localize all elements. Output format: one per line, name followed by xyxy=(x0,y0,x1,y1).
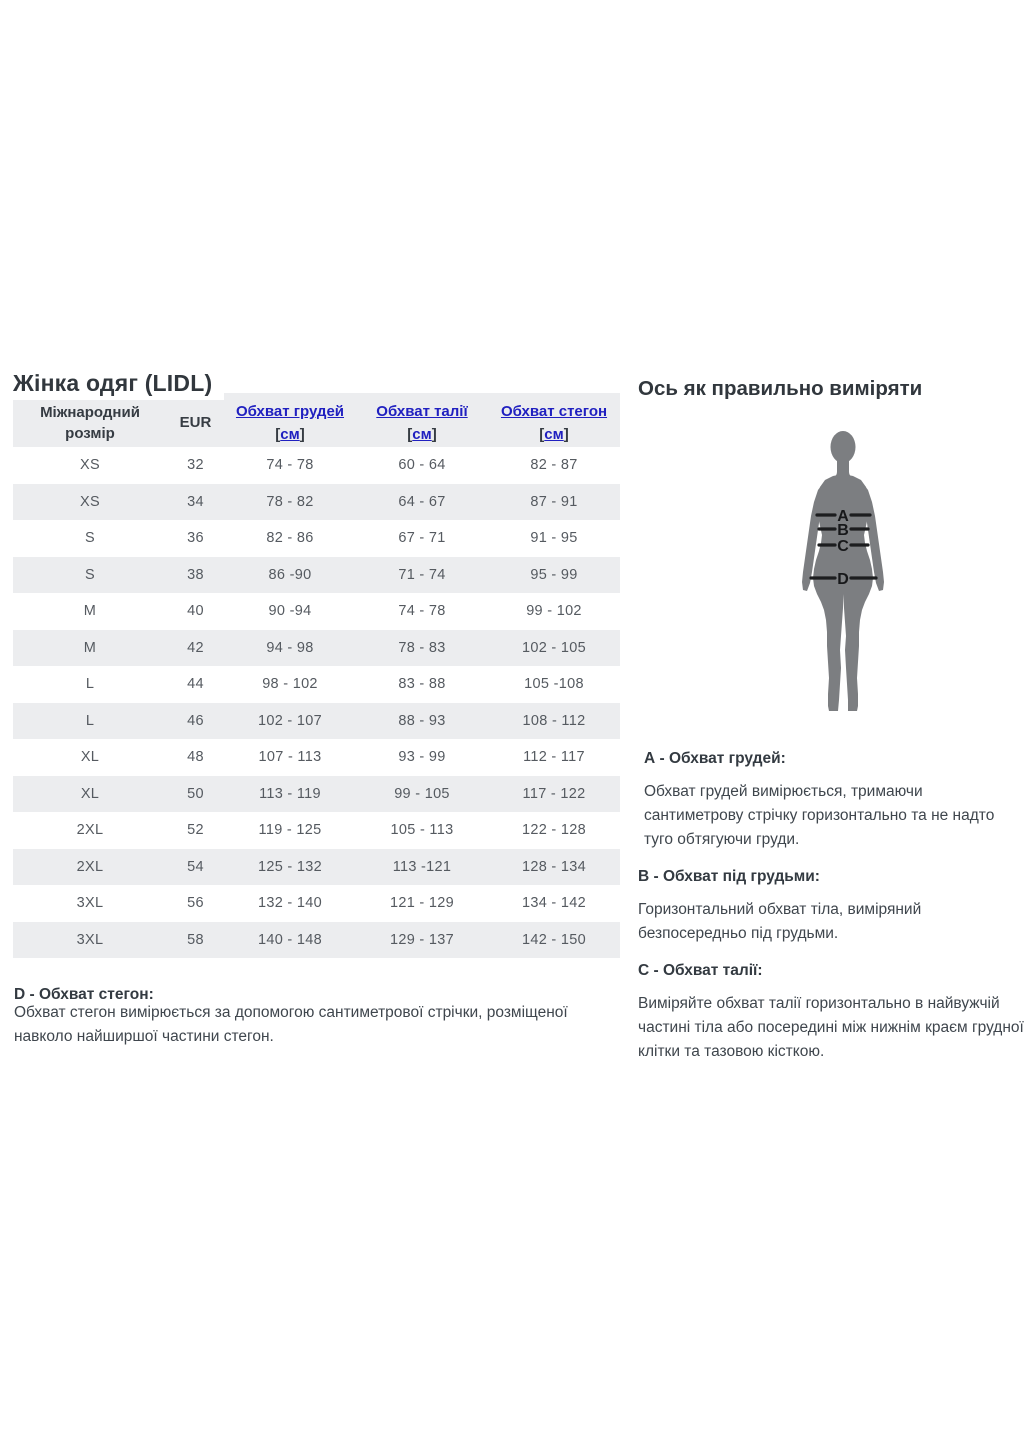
table-cell: 36 xyxy=(187,530,204,547)
section-body: Обхват грудей вимірюється, тримаючи сантиметрову стрічку горизонтально та не надто туго обтягуючи груди. xyxy=(644,783,995,848)
table-cell: 108 - 112 xyxy=(522,712,586,729)
table-cell: 93 - 99 xyxy=(398,749,446,766)
table-cell: 119 - 125 xyxy=(258,822,322,839)
table-cell: 94 - 98 xyxy=(266,639,314,656)
table-cell: 122 - 128 xyxy=(522,822,586,839)
table-cell: 71 - 74 xyxy=(398,566,446,583)
table-cell: XL xyxy=(80,749,100,766)
table-cell: 105 -108 xyxy=(524,676,584,693)
table-row xyxy=(13,484,620,521)
table-row xyxy=(13,739,620,776)
page-title: Жінка одяг (LIDL) xyxy=(13,370,213,397)
hips-unit: [см] xyxy=(539,426,569,443)
chest-unit-link[interactable]: см xyxy=(280,426,300,443)
table-cell: 98 - 102 xyxy=(262,676,318,693)
column-header-international-size: Міжнародний розмір xyxy=(40,404,140,442)
column-header-waist xyxy=(356,402,488,446)
table-row xyxy=(13,666,620,703)
table-cell: 142 - 150 xyxy=(522,931,586,948)
table-cell: 64 - 67 xyxy=(398,493,446,510)
table-cell: XS xyxy=(80,457,100,474)
measure-sections xyxy=(638,742,1024,1064)
table-cell: 46 xyxy=(187,712,204,729)
table-cell: 128 - 134 xyxy=(522,858,586,875)
size-table-body xyxy=(13,447,620,958)
figure-label-c: C xyxy=(837,538,849,555)
hips-unit-link[interactable]: см xyxy=(544,426,564,443)
table-cell: S xyxy=(85,566,95,583)
measure-section xyxy=(638,750,1024,852)
table-cell: 132 - 140 xyxy=(258,895,322,912)
table-cell: XS xyxy=(80,493,100,510)
section-heading: А - Обхват грудей: xyxy=(644,750,786,767)
table-header-raise xyxy=(224,393,620,400)
table-cell: 50 xyxy=(187,785,204,802)
table-cell: 67 - 71 xyxy=(398,530,446,547)
measure-section xyxy=(638,868,1024,946)
column-header-chest xyxy=(224,402,356,446)
table-cell: 60 - 64 xyxy=(398,457,446,474)
waist-unit-link[interactable]: см xyxy=(412,426,432,443)
table-row xyxy=(13,922,620,959)
body-figure xyxy=(788,430,898,715)
table-cell: 83 - 88 xyxy=(398,676,446,693)
table-cell: 87 - 91 xyxy=(530,493,578,510)
table-cell: 82 - 86 xyxy=(266,530,314,547)
table-cell: 99 - 102 xyxy=(526,603,582,620)
measure-guide-title: Ось як правильно виміряти xyxy=(638,377,923,400)
table-row xyxy=(13,776,620,813)
column-header-hips xyxy=(488,402,620,446)
table-cell: 32 xyxy=(187,457,204,474)
table-cell: 102 - 107 xyxy=(258,712,322,729)
table-cell: 44 xyxy=(187,676,204,693)
table-cell: M xyxy=(83,639,97,656)
table-cell: 117 - 122 xyxy=(522,785,586,802)
table-row xyxy=(13,885,620,922)
section-body: Горизонтальний обхват тіла, виміряний безпосередньо під грудьми. xyxy=(638,901,922,942)
table-header-row xyxy=(13,400,620,447)
table-cell: 102 - 105 xyxy=(522,639,586,656)
chest-unit: [см] xyxy=(275,426,305,443)
table-cell: 78 - 82 xyxy=(266,493,314,510)
table-cell: 78 - 83 xyxy=(398,639,446,656)
measure-section xyxy=(638,962,1024,1064)
table-cell: 74 - 78 xyxy=(398,603,446,620)
hips-column-link[interactable]: Обхват стегон xyxy=(500,402,608,420)
table-cell: 38 xyxy=(187,566,204,583)
table-cell: 3XL xyxy=(76,931,104,948)
table-cell: 140 - 148 xyxy=(258,931,322,948)
waist-unit: [см] xyxy=(407,426,437,443)
figure-label-b: B xyxy=(837,522,849,539)
hips-note-body: Обхват стегон вимірюється за допомогою сантиметрової стрічки, розміщеної навколо найширшої частини стегон. xyxy=(14,1004,568,1045)
table-row xyxy=(13,593,620,630)
table-cell: 113 -121 xyxy=(392,858,452,875)
table-cell: 112 - 117 xyxy=(523,749,585,766)
section-heading: С - Обхват талії: xyxy=(638,962,763,979)
table-cell: 3XL xyxy=(76,895,104,912)
table-row xyxy=(13,703,620,740)
table-cell: M xyxy=(83,603,97,620)
table-cell: 99 - 105 xyxy=(394,785,450,802)
table-cell: XL xyxy=(80,785,100,802)
table-cell: 2XL xyxy=(76,858,104,875)
section-heading: В - Обхват під грудьми: xyxy=(638,868,820,885)
table-cell: 113 - 119 xyxy=(259,785,321,802)
section-body: Виміряйте обхват талії горизонтально в найвужчій частині тіла або посередині між нижнім краєм грудної клітки та тазовою кісткою. xyxy=(638,995,1024,1060)
table-cell: 58 xyxy=(187,931,204,948)
table-cell: 74 - 78 xyxy=(266,457,314,474)
table-row xyxy=(13,557,620,594)
table-cell: 134 - 142 xyxy=(522,895,586,912)
table-cell: 52 xyxy=(187,822,204,839)
table-cell: 86 -90 xyxy=(268,566,312,583)
table-cell: 42 xyxy=(187,639,204,656)
table-cell: 129 - 137 xyxy=(390,931,454,948)
figure-label-a: A xyxy=(837,508,849,525)
size-table xyxy=(13,400,620,958)
table-cell: 40 xyxy=(187,603,204,620)
table-cell: 121 - 129 xyxy=(390,895,454,912)
table-cell: L xyxy=(85,676,95,693)
table-cell: 125 - 132 xyxy=(258,858,322,875)
table-cell: 90 -94 xyxy=(268,603,312,620)
chest-column-link[interactable]: Обхват грудей xyxy=(235,402,345,420)
table-cell: 88 - 93 xyxy=(398,712,446,729)
table-cell: 95 - 99 xyxy=(530,566,578,583)
table-cell: 34 xyxy=(187,493,204,510)
table-cell: 56 xyxy=(187,895,204,912)
table-cell: 54 xyxy=(187,858,204,875)
table-row xyxy=(13,520,620,557)
column-header-eur: EUR xyxy=(179,414,212,432)
table-cell: L xyxy=(85,712,95,729)
table-row xyxy=(13,630,620,667)
hips-note-heading: D - Обхват стегон: xyxy=(14,985,154,1003)
table-row xyxy=(13,812,620,849)
table-cell: 2XL xyxy=(76,822,104,839)
table-cell: 91 - 95 xyxy=(530,530,578,547)
table-row xyxy=(13,447,620,484)
waist-column-link[interactable]: Обхват талії xyxy=(376,402,468,420)
table-cell: S xyxy=(85,530,95,547)
figure-label-d: D xyxy=(837,571,849,588)
table-cell: 105 - 113 xyxy=(390,822,454,839)
table-cell: 48 xyxy=(187,749,204,766)
table-cell: 107 - 113 xyxy=(258,749,322,766)
table-cell: 82 - 87 xyxy=(530,457,578,474)
table-row xyxy=(13,849,620,886)
